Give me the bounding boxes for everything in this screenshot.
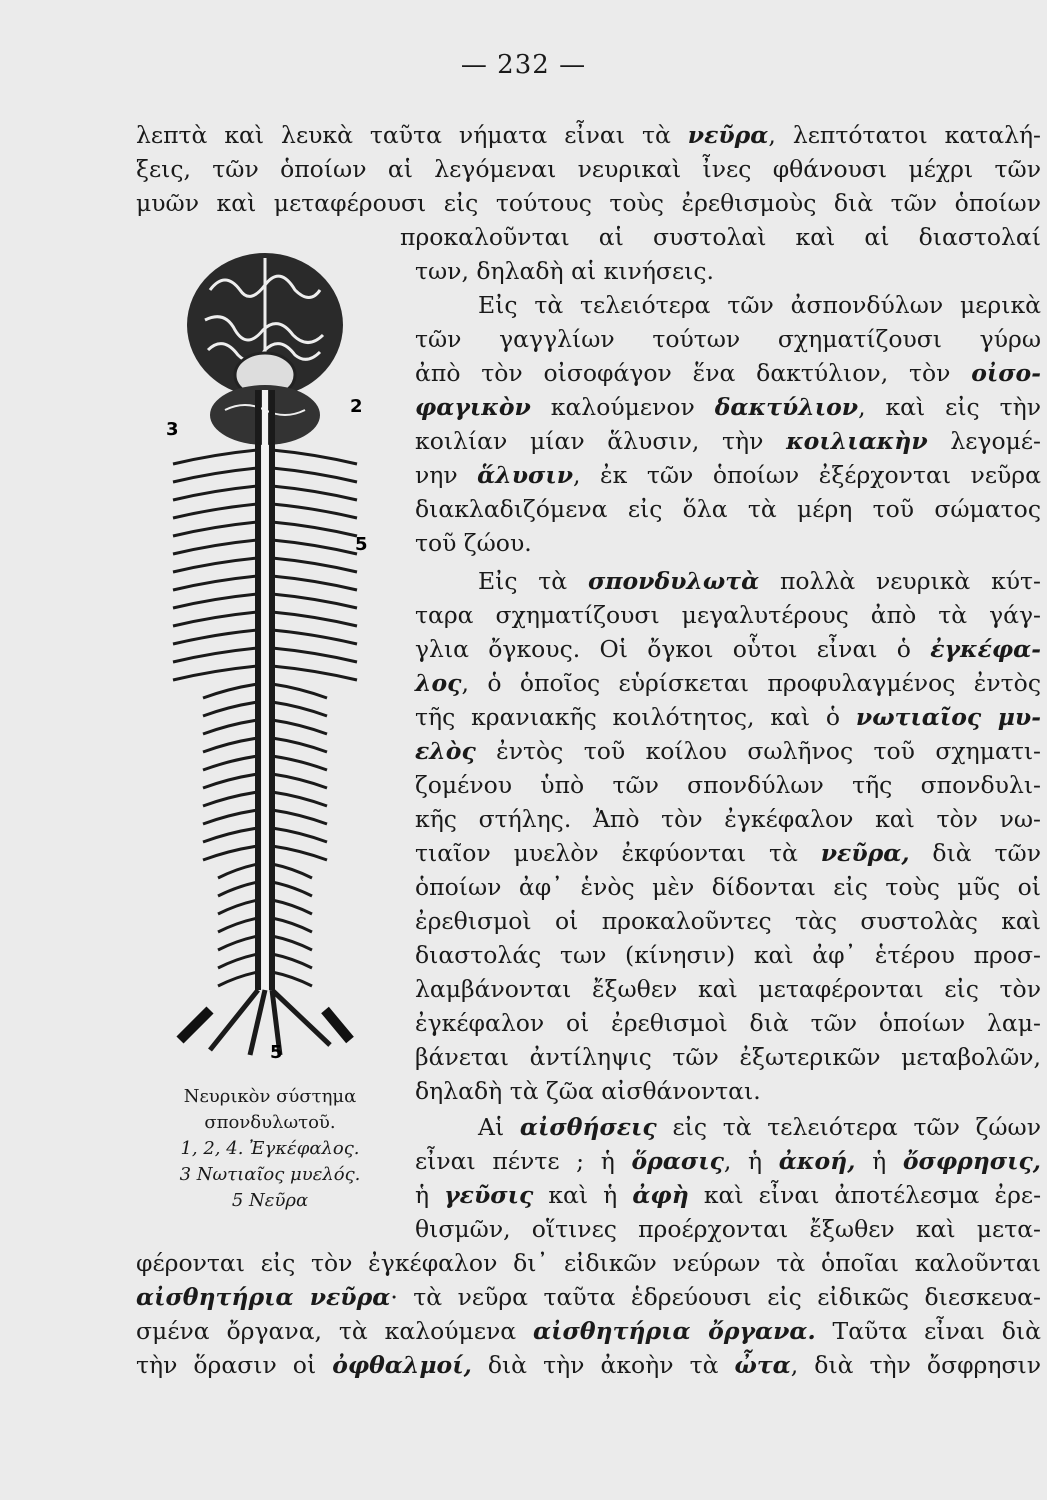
text-run: πολλὰ νευρικὰ κύτ- — [759, 567, 1041, 595]
text-line — [415, 598, 1041, 632]
text-line — [478, 564, 1041, 598]
text-line — [136, 118, 1041, 152]
figure-caption-title: Νευρικὸν σύστημα — [183, 1086, 357, 1107]
text-run: ἀπὸ τὸν οἰσοφάγον ἕνα δακτύλιον, τὸν — [415, 359, 972, 387]
text-run: διακλαδιζόμενα εἰς ὅλα τὰ μέρη τοῦ σώματος — [415, 495, 1041, 523]
nervous-system-illustration — [150, 250, 380, 1060]
text-run: τῶν γαγγλίων τούτων σχηματίζουσι γύρω — [415, 325, 1041, 353]
text-run: νην — [415, 461, 478, 489]
text-run: Αἱ — [478, 1113, 520, 1141]
bold-term: νωτιαῖος μυ- — [855, 703, 1041, 731]
bold-term: γεῦσις — [444, 1181, 534, 1209]
text-run: δηλαδὴ τὰ ζῶα αἰσθάνονται. — [415, 1077, 761, 1105]
bold-term: κοιλιακὴν — [786, 427, 928, 455]
text-line — [415, 904, 1041, 938]
text-run: καὶ ἡ — [533, 1181, 633, 1209]
text-run: εἶναι πέντε ; ἡ — [415, 1147, 632, 1175]
text-run: τῆς κρανιακῆς κοιλότητος, καὶ ὁ — [415, 703, 856, 731]
text-line — [415, 492, 1041, 526]
bold-term: νεῦρα, — [820, 839, 910, 867]
text-run: ζομένου ὑπὸ τῶν σπονδύλων τῆς σπονδυλι- — [415, 771, 1041, 799]
figure-label-5-right: 5 — [355, 534, 368, 555]
text-run: , ἐκ τῶν ὁποίων ἐξέρχονται νεῦρα — [573, 461, 1041, 489]
text-run: ἐντὸς τοῦ κοίλου σωλῆνος τοῦ σχηματι- — [475, 737, 1041, 765]
text-run: Ταῦτα εἶναι διὰ — [815, 1317, 1041, 1345]
text-run: ἐγκέφαλον οἱ ἐρεθισμοὶ διὰ τῶν ὁποίων λαμ- — [415, 1009, 1041, 1037]
bold-term: δακτύλιον — [714, 393, 859, 421]
bold-term: σπονδυλωτὰ — [587, 567, 760, 595]
text-line — [478, 288, 1041, 322]
text-line — [415, 836, 1041, 870]
text-run: διὰ τὴν ἀκοὴν τὰ — [471, 1351, 735, 1379]
text-run: ἐρεθισμοὶ οἱ προκαλοῦντες τὰς συστολὰς καὶ — [415, 907, 1041, 935]
text-run: διαστολάς των (κίνησιν) καὶ ἀφ᾽ ἑτέρου προσ- — [415, 941, 1041, 969]
text-line — [415, 1040, 1041, 1074]
bold-term: ἀφὴ — [632, 1181, 689, 1209]
text-line — [136, 186, 1041, 220]
bold-term: ὦτα — [734, 1351, 791, 1379]
text-run: εἰς τὰ τελειότερα τῶν ζώων — [656, 1113, 1041, 1141]
text-line — [136, 1280, 1041, 1314]
text-run: , καὶ εἰς τὴν — [858, 393, 1041, 421]
text-run: ξεις, τῶν ὁποίων αἱ λεγόμεναι νευρικαὶ ἶνες φθάνουσι μέχρι τῶν — [136, 155, 1041, 183]
text-run: κοιλίαν μίαν ἅλυσιν, τὴν — [415, 427, 787, 455]
text-run: λεπτὰ καὶ λευκὰ ταῦτα νήματα εἶναι τὰ — [136, 121, 688, 149]
text-run: διὰ τῶν — [909, 839, 1041, 867]
bold-term: αἰσθήσεις — [519, 1113, 657, 1141]
text-run: , ἡ — [723, 1147, 779, 1175]
figure-label-2: 2 — [350, 396, 363, 417]
text-line — [415, 734, 1041, 768]
text-line — [415, 802, 1041, 836]
text-run: μυῶν καὶ μεταφέρουσι εἰς τούτους τοὺς ἐρεθισμοὺς διὰ τῶν ὁποίων — [136, 189, 1041, 217]
text-run: ἡ — [855, 1147, 903, 1175]
bold-term: ἐγκέφα- — [930, 635, 1041, 663]
text-run: λαμβάνονται ἔξωθεν καὶ μεταφέρονται εἰς τὸν — [415, 975, 1041, 1003]
text-run: ταρα σχηματίζουσι μεγαλυτέρους ἀπὸ τὰ γάγ- — [415, 601, 1041, 629]
text-run: , λεπτότατοι καταλή- — [768, 121, 1042, 149]
text-line — [415, 526, 1041, 560]
text-line — [415, 870, 1041, 904]
figure-caption-spinal-cord: 3 Νωτιαῖος μυελός. — [179, 1164, 361, 1185]
text-line — [478, 1110, 1041, 1144]
text-line — [415, 1178, 1041, 1212]
text-run: κῆς στήλης. Ἀπὸ τὸν ἐγκέφαλον καὶ τὸν νω- — [415, 805, 1041, 833]
text-run: τιαῖον μυελὸν ἐκφύονται τὰ — [415, 839, 821, 867]
text-run: τὴν ὅρασιν οἱ — [136, 1351, 333, 1379]
text-line — [136, 1348, 1041, 1382]
text-line — [415, 254, 1041, 288]
text-line — [415, 1006, 1041, 1040]
page-number: — 232 — — [460, 50, 587, 80]
figure-caption-brain: 1, 2, 4. Ἐγκέφαλος. — [180, 1138, 360, 1159]
bold-term: ελὸς — [415, 737, 476, 765]
text-run: , ὁ ὁποῖος εὑρίσκεται προφυλαγμένος ἐντὸς — [461, 669, 1041, 697]
text-line — [415, 356, 1041, 390]
text-run: βάνεται ἀντίληψις τῶν ἐξωτερικῶν μεταβολῶν, — [415, 1043, 1041, 1071]
figure-caption-nerves: 5 Νεῦρα — [231, 1190, 309, 1211]
text-run: σμένα ὄργανα, τὰ καλούμενα — [136, 1317, 534, 1345]
text-line — [415, 458, 1041, 492]
text-line — [415, 1144, 1041, 1178]
text-line — [136, 1246, 1041, 1280]
bold-term: αἰσθητήρια νεῦρα — [136, 1283, 391, 1311]
text-run: λεγομέ- — [927, 427, 1041, 455]
text-run: προκαλοῦνται αἱ συστολαὶ καὶ αἱ διαστολαί — [400, 223, 1041, 251]
figure-label-5-bottom: 5 — [270, 1042, 283, 1060]
text-line — [415, 938, 1041, 972]
text-run: καλούμενον — [530, 393, 715, 421]
text-run: γλια ὄγκους. Οἱ ὄγκοι οὗτοι εἶναι ὁ — [415, 635, 931, 663]
text-run: ἡ — [415, 1181, 445, 1209]
text-line — [415, 768, 1041, 802]
text-run: , διὰ τὴν ὄσφρησιν — [790, 1351, 1041, 1379]
text-run: · τὰ νεῦρα ταῦτα ἑδρεύουσι εἰς εἰδικῶς διεσκευα- — [390, 1283, 1041, 1311]
text-run: ὁποίων ἀφ᾽ ἑνὸς μὲν δίδονται εἰς τοὺς μῦς οἱ — [415, 873, 1041, 901]
text-line — [400, 220, 1041, 254]
figure-caption-title-2: σπονδυλωτοῦ. — [204, 1112, 336, 1133]
text-line — [415, 322, 1041, 356]
bold-term: αἰσθητήρια ὄργανα. — [533, 1317, 816, 1345]
text-line — [415, 1212, 1041, 1246]
figure-label-3: 3 — [166, 419, 179, 440]
text-line — [136, 152, 1041, 186]
bold-term: ὀφθαλμοί, — [332, 1351, 472, 1379]
text-line — [415, 666, 1041, 700]
bold-term: νεῦρα — [687, 121, 769, 149]
text-line — [415, 632, 1041, 666]
bold-term: ὅρασις — [631, 1147, 724, 1175]
text-run: Εἰς τὰ — [478, 567, 588, 595]
bold-term: οἰσο- — [971, 359, 1041, 387]
text-run: θισμῶν, οἵτινες προέρχονται ἔξωθεν καὶ μετα- — [415, 1215, 1041, 1243]
text-line — [415, 390, 1041, 424]
text-line — [415, 700, 1041, 734]
text-line — [415, 424, 1041, 458]
bold-term: ἀκοή, — [778, 1147, 856, 1175]
text-line — [415, 972, 1041, 1006]
text-run: των, δηλαδὴ αἱ κινήσεις. — [415, 257, 714, 285]
bold-term: ἅλυσιν — [477, 461, 574, 489]
bold-term: ὄσφρησις, — [902, 1147, 1041, 1175]
text-run: φέρονται εἰς τὸν ἐγκέφαλον δι᾽ εἰδικῶν νεύρων τὰ ὁποῖαι καλοῦνται — [136, 1249, 1041, 1277]
text-run: Εἰς τὰ τελειότερα τῶν ἀσπονδύλων μερικὰ — [478, 291, 1041, 319]
text-line — [415, 1074, 1041, 1108]
text-run: τοῦ ζώου. — [415, 529, 532, 557]
bold-term: λος — [415, 669, 462, 697]
bold-term: φαγικὸν — [415, 393, 531, 421]
text-run: καὶ εἶναι ἀποτέλεσμα ἐρε- — [688, 1181, 1042, 1209]
text-line — [136, 1314, 1041, 1348]
